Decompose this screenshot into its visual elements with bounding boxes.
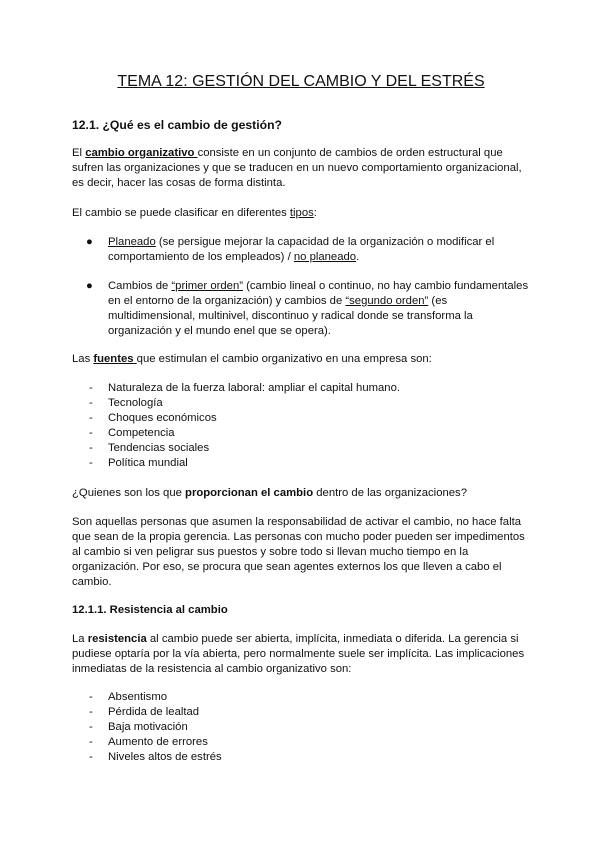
text: organización y el mundo enel que se opera). (108, 325, 331, 337)
text: Pérdida de lealtad (108, 706, 200, 718)
term-segundo-orden: “segundo orden” (345, 295, 429, 307)
text: Cambios de (108, 280, 172, 292)
dash-icon: - (89, 427, 93, 439)
dash-icon: - (89, 457, 93, 469)
dash-list-implicaciones (72, 690, 530, 765)
text: Naturaleza de la fuerza laboral: ampliar el capital humano. (108, 382, 400, 394)
text: comportamiento de los empleados) / (108, 251, 294, 263)
text: . (356, 251, 360, 263)
text: Niveles altos de estrés (108, 751, 222, 763)
text: multidimensional, multinivel, discontinuo y radical donde se transforma la (108, 310, 473, 322)
text: Tecnología (108, 397, 163, 409)
dash-icon: - (89, 736, 93, 748)
text: dentro de las organizaciones? (313, 487, 467, 499)
term-fuentes: fuentes (93, 353, 137, 365)
text: Competencia (108, 427, 175, 439)
list-item (72, 396, 530, 411)
term-cambio-organizativo: cambio organizativo (85, 147, 198, 159)
bullet-list-tipos (72, 235, 530, 265)
text: (cambio lineal o continuo, no hay cambio fundamentales (243, 280, 529, 292)
dash-icon: - (89, 751, 93, 763)
list-item (72, 441, 530, 456)
list-item (72, 426, 530, 441)
dash-list-fuentes (72, 381, 530, 471)
page-title: TEMA 12: GESTIÓN DEL CAMBIO Y DEL ESTRÉS (117, 73, 485, 90)
text: pudiese optaría por la vía abierta, pero normalmente suele ser implícita. Las implicaciones (72, 648, 525, 660)
text: consiste en un conjunto de cambios de orden estructural que (197, 147, 503, 159)
paragraph-cambio-organizativo (72, 146, 530, 191)
section-heading-12-1-1: 12.1.1. Resistencia al cambio (72, 604, 228, 616)
text: que sean de la propia gerencia. Las personas con mucho poder pueden ser impedimentos (72, 531, 525, 543)
list-item (72, 381, 530, 396)
section-heading-12-1: 12.1. ¿Qué es el cambio de gestión? (72, 118, 282, 132)
text: sufren las organizaciones y que se traducen en un nuevo comportamiento organizacional, (72, 162, 522, 174)
text: cambio. (72, 576, 112, 588)
text: Son aquellas personas que asumen la responsabilidad de activar el cambio, no hace falta (72, 516, 522, 528)
dash-icon: - (89, 412, 93, 424)
term-resistencia: resistencia (87, 633, 147, 645)
term-planeado: Planeado (108, 236, 156, 248)
list-item (72, 690, 530, 705)
text: al cambio si ven peligrar sus puestos y sobre todo si llevan mucho tiempo en la (72, 546, 469, 558)
term-no-planeado: no planeado (293, 251, 357, 263)
dash-icon: - (89, 397, 93, 409)
paragraph-quienes (72, 486, 530, 501)
list-item (72, 705, 530, 720)
list-item (72, 735, 530, 750)
text: inmediatas de la resistencia al cambio organizativo son: (72, 663, 352, 675)
text: Las (72, 353, 94, 365)
paragraph-resistencia (72, 632, 530, 677)
list-item (72, 720, 530, 735)
text: (es (428, 295, 448, 307)
text: Política mundial (108, 457, 188, 469)
text: Tendencias sociales (108, 442, 210, 454)
paragraph-fuentes (72, 352, 530, 367)
bullet-icon: ● (86, 280, 93, 292)
text: La (72, 633, 88, 645)
dash-icon: - (89, 721, 93, 733)
paragraph-agentes (72, 515, 530, 590)
text: al cambio puede ser abierta, implícita, inmediata o diferida. La gerencia si (146, 633, 519, 645)
dash-icon: - (89, 691, 93, 703)
term-proporcionan-el-cambio: proporcionan el cambio (185, 487, 314, 499)
list-item (72, 279, 530, 339)
text: Baja motivación (108, 721, 188, 733)
text: Aumento de errores (108, 736, 208, 748)
list-item (72, 235, 530, 265)
text: es decir, hacer las cosas de forma distinta. (72, 177, 286, 189)
paragraph-tipos (72, 206, 530, 221)
bullet-list-ordenes (72, 279, 530, 339)
text: en el entorno de la organización) y cambios de (108, 295, 346, 307)
bullet-icon: ● (86, 236, 93, 248)
text: organización. Por eso, se procura que sean agentes externos los que lleven a cabo el (72, 561, 502, 573)
text: : (313, 207, 317, 219)
text: Choques económicos (108, 412, 217, 424)
list-item (72, 750, 530, 765)
text: El cambio se puede clasificar en diferentes (72, 207, 290, 219)
text: El (72, 147, 86, 159)
dash-icon: - (89, 382, 93, 394)
dash-icon: - (89, 706, 93, 718)
text: Absentismo (108, 691, 168, 703)
text: que estimulan el cambio organizativo en una empresa son: (136, 353, 432, 365)
text: ¿Quienes son los que (72, 487, 186, 499)
list-item (72, 411, 530, 426)
text: (se persigue mejorar la capacidad de la organización o modificar el (155, 236, 495, 248)
term-primer-orden: “primer orden” (171, 280, 243, 292)
dash-icon: - (89, 442, 93, 454)
term-tipos: tipos (289, 207, 314, 219)
list-item (72, 456, 530, 471)
